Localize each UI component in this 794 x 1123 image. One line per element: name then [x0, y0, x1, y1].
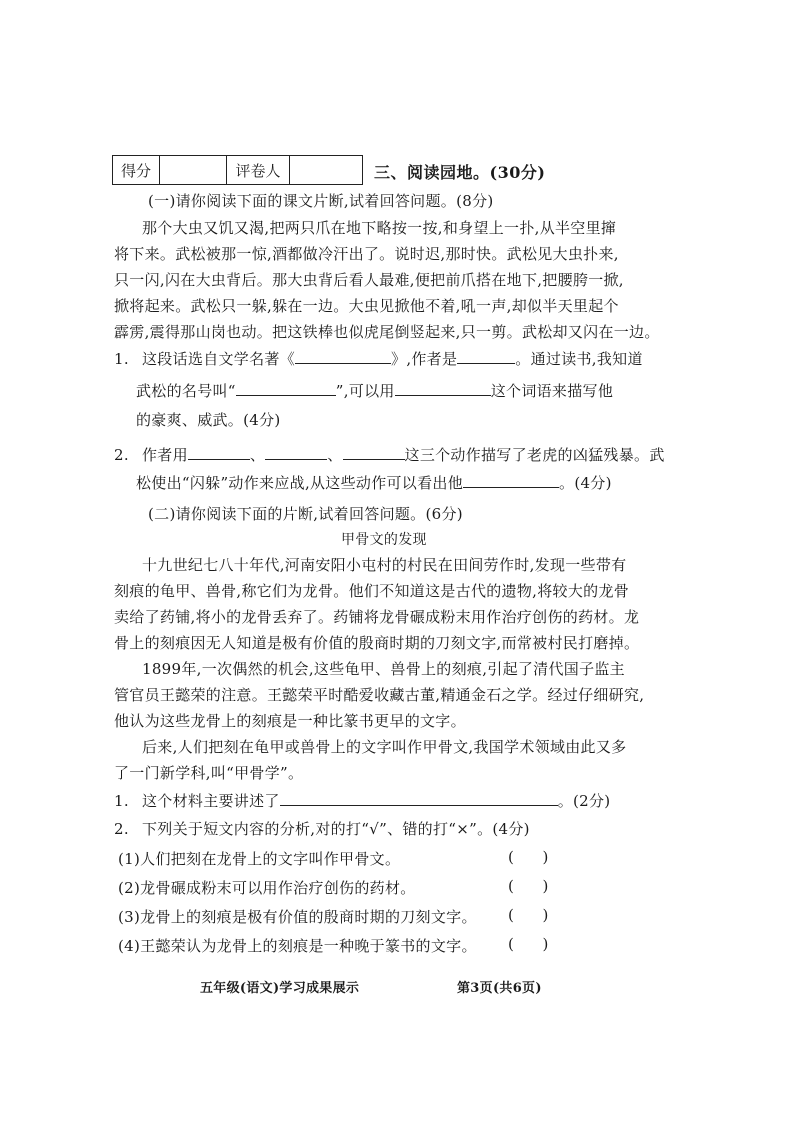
- judgement-3: (3)龙骨上的刻痕是极有价值的殷商时期的刀刻文字。: [118, 908, 477, 926]
- grader-label: 评卷人: [227, 156, 290, 185]
- page-number: 第3页(共6页): [457, 981, 542, 996]
- passage2-line-3: 卖给了药铺,将小的龙骨丢弃了。药铺将龙骨碾成粉末用作治疗创伤的药材。龙: [114, 608, 640, 626]
- p2-q2-num: 2.: [114, 820, 129, 838]
- passage2-line-5: 1899年,一次偶然的机会,这些龟甲、兽骨上的刻痕,引起了清代国子监主: [142, 660, 625, 678]
- grader-cell[interactable]: [290, 156, 363, 185]
- passage2-line-4: 骨上的刻痕因无人知道是极有价值的殷商时期的刀刻文字,而常被村民打磨掉。: [114, 634, 640, 652]
- action-blank-1[interactable]: [188, 445, 250, 460]
- judgement-1-answer[interactable]: ( ): [508, 848, 549, 866]
- p1-q1-num: 1.: [114, 350, 129, 368]
- section-title: 三、阅读园地。(30分): [374, 163, 546, 182]
- judgement-4-answer[interactable]: ( ): [508, 935, 549, 953]
- book-title-blank[interactable]: [295, 349, 391, 364]
- passage1-line-4: 掀将起来。武松只一躲,躲在一边。大虫见掀他不着,吼一声,却似半天里起个: [114, 297, 619, 315]
- action-blank-3[interactable]: [343, 445, 405, 460]
- p1-q1-line-2: 武松的名号叫“ ”,可以用 这个词语来描写他: [136, 382, 614, 400]
- p1-q2-line-1: 2. 作者用 、 、 这三个动作描写了老虎的凶猛残暴。武: [114, 446, 665, 464]
- passage2-line-1: 十九世纪七八十年代,河南安阳小屯村的村民在田间劳作时,发现一些带有: [142, 556, 627, 574]
- p2-q2: 2. 下列关于短文内容的分析,对的打“√”、错的打“×”。(4分): [114, 820, 530, 838]
- judgement-2-answer[interactable]: ( ): [508, 877, 549, 895]
- p2-q1-num: 1.: [114, 792, 129, 810]
- p1-q1-line-3: 的豪爽、威武。(4分): [136, 411, 281, 429]
- passage2-line-8: 后来,人们把刻在龟甲或兽骨上的文字叫作甲骨文,我国学术领域由此又多: [142, 738, 627, 756]
- passage1-line-5: 霹雳,震得那山岗也动。把这铁棒也似虎尾倒竖起来,只一剪。武松却又闪在一边。: [114, 323, 660, 341]
- author-blank[interactable]: [457, 349, 515, 364]
- passage1-line-2: 将下来。武松被那一惊,酒都做冷汗出了。说时迟,那时快。武松见大虫扑来,: [114, 245, 619, 263]
- score-label: 得分: [113, 156, 160, 185]
- passage1-line-1: 那个大虫又饥又渴,把两只爪在地下略按一按,和身望上一扑,从半空里撺: [142, 219, 617, 237]
- judgement-1: (1)人们把刻在龙骨上的文字叫作甲骨文。: [118, 850, 401, 868]
- summary-blank[interactable]: [280, 791, 558, 806]
- passage2-line-2: 刻痕的龟甲、兽骨,称它们为龙骨。他们不知道这是古代的遗物,将较大的龙骨: [114, 582, 630, 600]
- passage2-line-9: 了一门新学科,叫“甲骨学”。: [114, 764, 304, 782]
- judgement-4: (4)王懿荣认为龙骨上的刻痕是一种晚于篆书的文字。: [118, 937, 477, 955]
- p2-q1: 1. 这个材料主要讲述了 。(2分): [114, 792, 611, 810]
- footer-title: 五年级(语文)学习成果展示: [200, 981, 360, 996]
- part2-heading: (二)请你阅读下面的片断,试着回答问题。(6分): [148, 505, 463, 523]
- p1-q2-num: 2.: [114, 446, 129, 464]
- passage2-line-7: 他认为这些龙骨上的刻痕是一种比篆书更早的文字。: [114, 712, 466, 730]
- passage2-line-6: 管官员王懿荣的注意。王懿荣平时酷爱收藏古董,精通金石之学。经过仔细研究,: [114, 686, 645, 704]
- p1-q2-line-2: 松使出“闪躲”动作来应战,从这些动作可以看出他 。(4分): [136, 474, 612, 492]
- score-cell[interactable]: [160, 156, 227, 185]
- judgement-3-answer[interactable]: ( ): [508, 906, 549, 924]
- passage1-line-3: 只一闪,闪在大虫背后。那大虫背后看人最难,便把前爪搭在地下,把腰胯一掀,: [114, 271, 624, 289]
- judgement-2: (2)龙骨碾成粉末可以用作治疗创伤的药材。: [118, 879, 416, 897]
- action-blank-2[interactable]: [265, 445, 327, 460]
- phrase-blank[interactable]: [395, 381, 491, 396]
- score-table: [112, 155, 363, 185]
- nickname-blank[interactable]: [236, 381, 336, 396]
- character-blank[interactable]: [463, 473, 559, 488]
- part1-heading: (一)请你阅读下面的课文片断,试着回答问题。(8分): [148, 192, 494, 210]
- part2-article-title: 甲骨文的发现: [341, 532, 427, 548]
- p1-q1-line-1: 1. 这段话选自文学名著《 》,作者是 。通过读书,我知道: [114, 350, 643, 368]
